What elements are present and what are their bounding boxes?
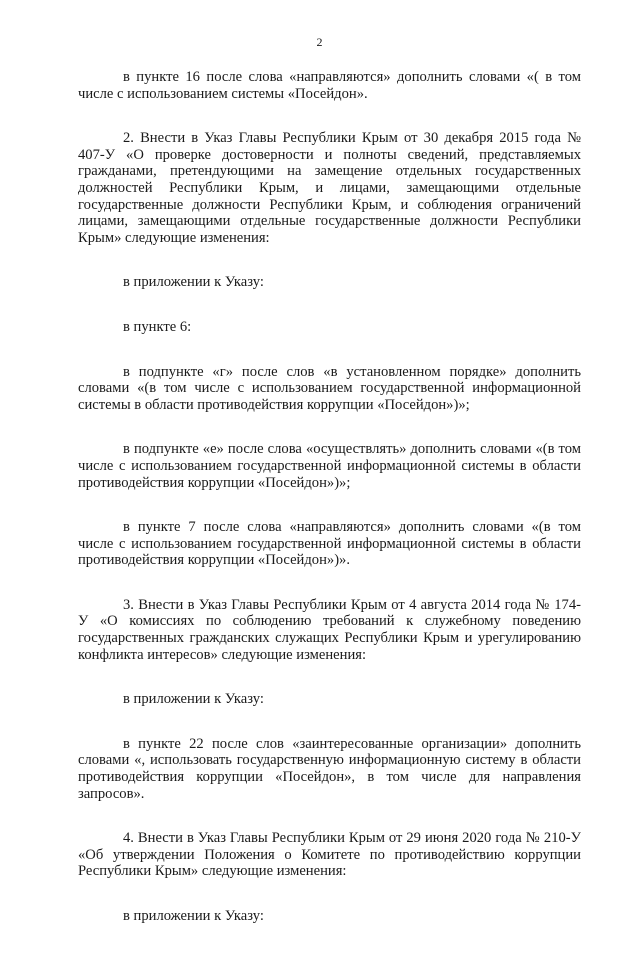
paragraph-item-22: в пункте 22 после слов «заинтересованные организации» дополнить словами «, использовать государственную информационную систему в области противодействия коррупции «Посейдон», в том числе для направления запросов». — [78, 735, 581, 802]
paragraph-section-3: 3. Внести в Указ Главы Республики Крым от 4 августа 2014 года № 174-У «О комиссиях по соблюдению требований к служебному поведению государственных гражданских служащих Республики Крым и урегулированию конфликта интересов» следующие изменения: — [78, 596, 581, 663]
paragraph-annex-intro: в приложении к Указу: — [123, 691, 264, 708]
paragraph-section-4: 4. Внести в Указ Главы Республики Крым от 29 июня 2020 года № 210-У «Об утверждении Положения о Комитете по противодействию коррупции Республики Крым» следующие изменения: — [78, 830, 581, 880]
paragraph-section-2: 2. Внести в Указ Главы Республики Крым от 30 декабря 2015 года № 407-У «О проверке достоверности и полноты сведений, представляемых гражданами, претендующими на замещение отдельных государственных должностей Республики Крым, и лицами, замещающими отдельные государственные должности Республики Крым, и соблюдения ограничений лицами, замещающими отдельные государственные должности Республики Крым» следующие изменения: — [78, 130, 581, 246]
paragraph-annex-intro: в приложении к Указу: — [123, 274, 264, 291]
paragraph-item-7: в пункте 7 после слова «направляются» дополнить словами «(в том числе с использованием государственной информационной системы в области противодействия коррупции «Посейдон»)». — [78, 519, 581, 569]
paragraph-subitem-e: в подпункте «е» после слова «осуществлять» дополнить словами «(в том числе с использованием государственной информационной системы в области противодействия коррупции «Посейдон»)»; — [78, 441, 581, 491]
document-body — [78, 69, 581, 953]
paragraph-item-6: в пункте 6: — [123, 318, 192, 335]
page-number: 2 — [316, 35, 323, 49]
paragraph-subitem-g: в подпункте «г» после слов «в установленном порядке» дополнить словами «(в том числе с использованием государственной информационной системы в области противодействия коррупции «Посейдон»)»; — [78, 363, 581, 413]
paragraph-annex-intro: в приложении к Указу: — [123, 908, 264, 924]
paragraph-item-16-amendment: в пункте 16 после слова «направляются» дополнить словами «( в том числе с использованием системы «Посейдон». — [78, 69, 581, 102]
